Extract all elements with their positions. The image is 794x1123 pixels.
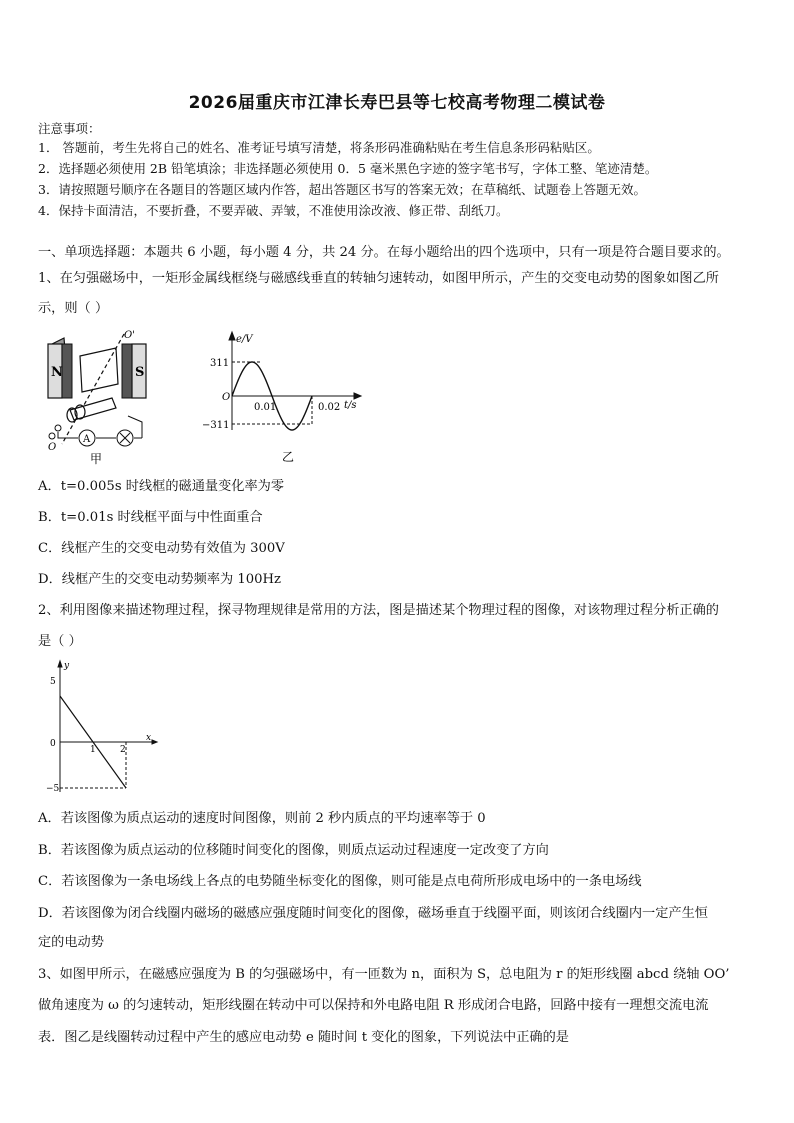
y-tick-top: 311	[210, 358, 230, 369]
q1-option-b: B．t=0.01s 时线框平面与中性面重合	[38, 510, 263, 525]
q1-option-a: A．t=0.005s 时线框的磁通量变化率为零	[38, 479, 285, 494]
notice-item: 4．保持卡面清洁，不要折叠，不要弄破、弄皱，不准使用涂改液、修正带、刮纸刀。	[38, 203, 509, 218]
q1-option-d: D．线框产生的交变电动势频率为 100Hz	[38, 572, 282, 587]
x-tick-2: 2	[120, 745, 126, 755]
y-axis-label: e/V	[236, 334, 253, 345]
notice-item: 3．请按照题号顺序在各题目的答题区域内作答，超出答题区书写的答案无效；在草稿纸、试题卷上答题无效。	[38, 182, 646, 197]
y-axis-label: y	[64, 661, 70, 671]
axis-top-label: O'	[124, 330, 135, 341]
magnet-n	[48, 338, 72, 398]
section-heading: 一、单项选择题：本题共 6 小题，每小题 4 分，共 24 分。在每小题给出的四个选项中，只有一项是符合题目要求的。	[38, 245, 730, 260]
y-tick-top: 5	[50, 677, 56, 687]
q3-stem: 3、如图甲所示，在磁感应强度为 B 的匀强磁场中，有一匝数为 n，面积为 S，总电阻为 r 的矩形线圈 abcd 绕轴 OO’	[38, 967, 730, 982]
ammeter-label: A	[83, 434, 91, 445]
x-axis-label: x	[146, 733, 152, 743]
magnet-s-label: S	[135, 365, 145, 380]
notice-item: 2．选择题必须使用 2B 铅笔填涂；非选择题必须使用 0．5 毫米黑色字迹的签字笔书写，字体工整、笔迹清楚。	[38, 161, 658, 176]
notice-heading: 注意事项：	[38, 121, 101, 136]
magnet-n-label: N	[51, 365, 63, 380]
ammeter-icon	[79, 430, 95, 446]
q1-figure-yi	[196, 330, 366, 464]
x-axis-label: t/s	[344, 400, 357, 411]
figure-yi-caption: 乙	[282, 450, 295, 464]
q3-stem: 做角速度为 ω 的匀速转动，矩形线圈在转动中可以保持和外电路电阻 R 形成闭合电路，回路中接有一理想交流电流	[38, 998, 709, 1013]
q1-figure-jia	[38, 326, 168, 466]
origin-label: 0	[50, 739, 56, 749]
bulb-icon	[117, 430, 133, 446]
x-tick-2: 0.02	[318, 402, 341, 413]
page-title: 2026届重庆市江津长寿巴县等七校高考物理二模试卷	[188, 93, 606, 113]
axis-bottom-label: O	[48, 442, 57, 453]
q1-option-c: C．线框产生的交变电动势有效值为 300V	[38, 541, 285, 556]
figure-jia-caption: 甲	[90, 452, 103, 466]
q2-stem: 是（ ）	[38, 634, 82, 649]
q3-stem: 表．图乙是线圈转动过程中产生的感应电动势 e 随时间 t 变化的图象，下列说法中正确的是	[38, 1030, 569, 1045]
q2-option-d: D．若该图像为闭合线圈内磁场的磁感应强度随时间变化的图像，磁场垂直于线圈平面，则该闭合线圈内一定产生恒	[38, 906, 708, 921]
q2-graph	[38, 658, 168, 798]
q2-option-d-continued: 定的电动势	[38, 935, 104, 950]
y-tick-bottom: −5	[46, 784, 60, 794]
q2-option-b: B．若该图像为质点运动的位移随时间变化的图像，则质点运动过程速度一定改变了方向	[38, 843, 549, 858]
q1-stem: 1、在匀强磁场中，一矩形金属线框绕与磁感线垂直的转轴匀速转动，如图甲所示，产生的交变电动势的图象如图乙所	[38, 271, 719, 286]
magnet-s	[122, 344, 146, 398]
x-tick-1: 0.01	[254, 402, 277, 413]
x-tick-1: 1	[90, 745, 96, 755]
q2-option-a: A．若该图像为质点运动的速度时间图像，则前 2 秒内质点的平均速率等于 0	[38, 811, 486, 826]
notice-item: 1． 答题前，考生先将自己的姓名、准考证号填写清楚，将条形码准确粘贴在考生信息条形码粘贴区。	[38, 140, 600, 155]
q2-option-c: C．若该图像为一条电场线上各点的电势随坐标变化的图像，则可能是点电荷所形成电场中的一条电场线	[38, 874, 642, 889]
y-tick-bottom: −311	[202, 420, 230, 431]
origin-label: O	[222, 392, 231, 403]
q2-stem: 2、利用图像来描述物理过程，探寻物理规律是常用的方法，图是描述某个物理过程的图像，对该物理过程分析正确的	[38, 603, 719, 618]
q1-stem: 示，则（ ）	[38, 301, 109, 316]
